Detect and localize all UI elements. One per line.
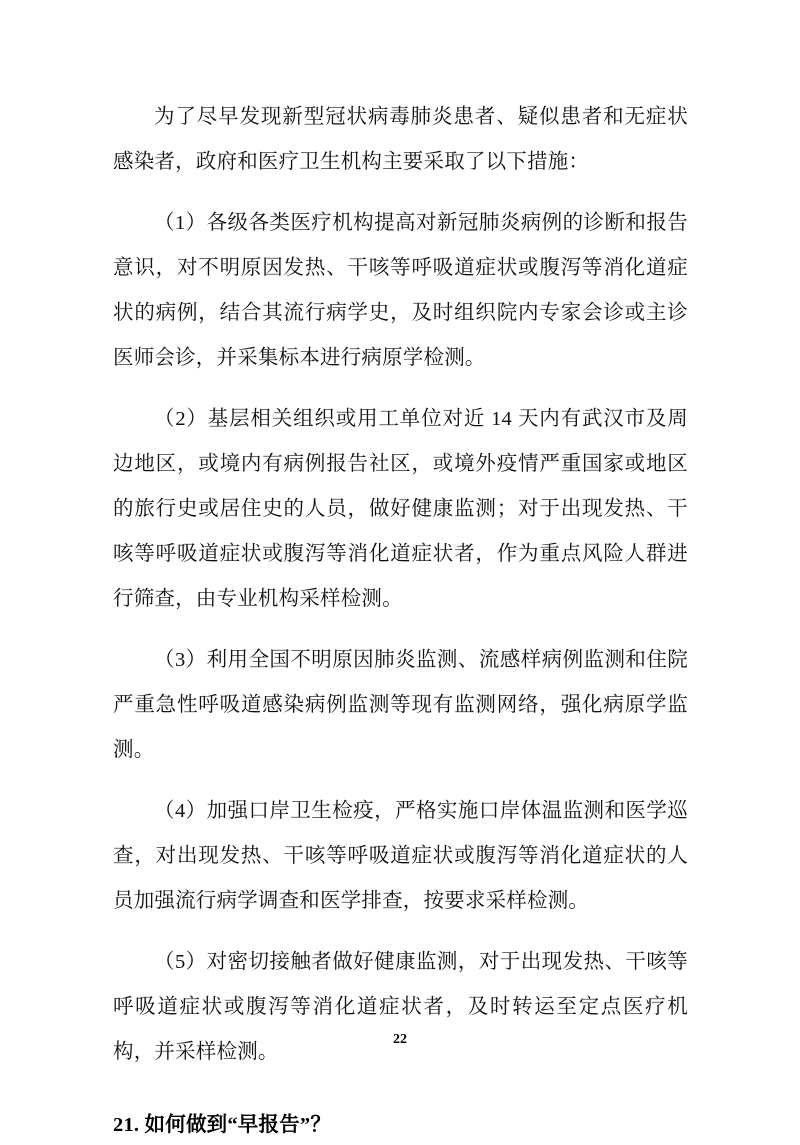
page-number: 22: [393, 1032, 407, 1047]
paragraph-item-1: （1）各级各类医疗机构提高对新冠肺炎病例的诊断和报告意识，对不明原因发热、干咳等呼吸道症状或腹泻等消化道症状的病例，结合其流行病学史，及时组织院内专家会诊或主诊医师会诊，并采集标本进行病原学检测。: [113, 212, 688, 369]
paragraph-intro: 为了尽早发现新型冠状病毒肺炎患者、疑似患者和无症状感染者，政府和医疗卫生机构主要采取了以下措施：: [113, 106, 688, 173]
page-content: [113, 95, 688, 1145]
paragraph-item-5: （5）对密切接触者做好健康监测，对于出现发热、干咳等呼吸道症状或腹泻等消化道症状者，及时转运至定点医疗机构，并采样检测。: [113, 951, 688, 1063]
paragraph-item-3: （3）利用全国不明原因肺炎监测、流感样病例监测和住院严重急性呼吸道感染病例监测等现有监测网络，强化病原学监测。: [113, 649, 688, 761]
section-heading: 21. 如何做到“早报告”？: [113, 1114, 332, 1136]
paragraph-item-4: （4）加强口岸卫生检疫，严格实施口岸体温监测和医学巡查，对出现发热、干咳等呼吸道症状或腹泻等消化道症状的人员加强流行病学调查和医学排查，按要求采样检测。: [113, 800, 688, 912]
paragraph-item-2: （2）基层相关组织或用工单位对近 14 天内有武汉市及周边地区，或境内有病例报告社区，或境外疫情严重国家或地区的旅行史或居住史的人员，做好健康监测；对于出现发热、干咳等呼吸道症状或腹泻等消化道症状者，作为重点风险人群进行筛查，由专业机构采样检测。: [113, 408, 688, 610]
